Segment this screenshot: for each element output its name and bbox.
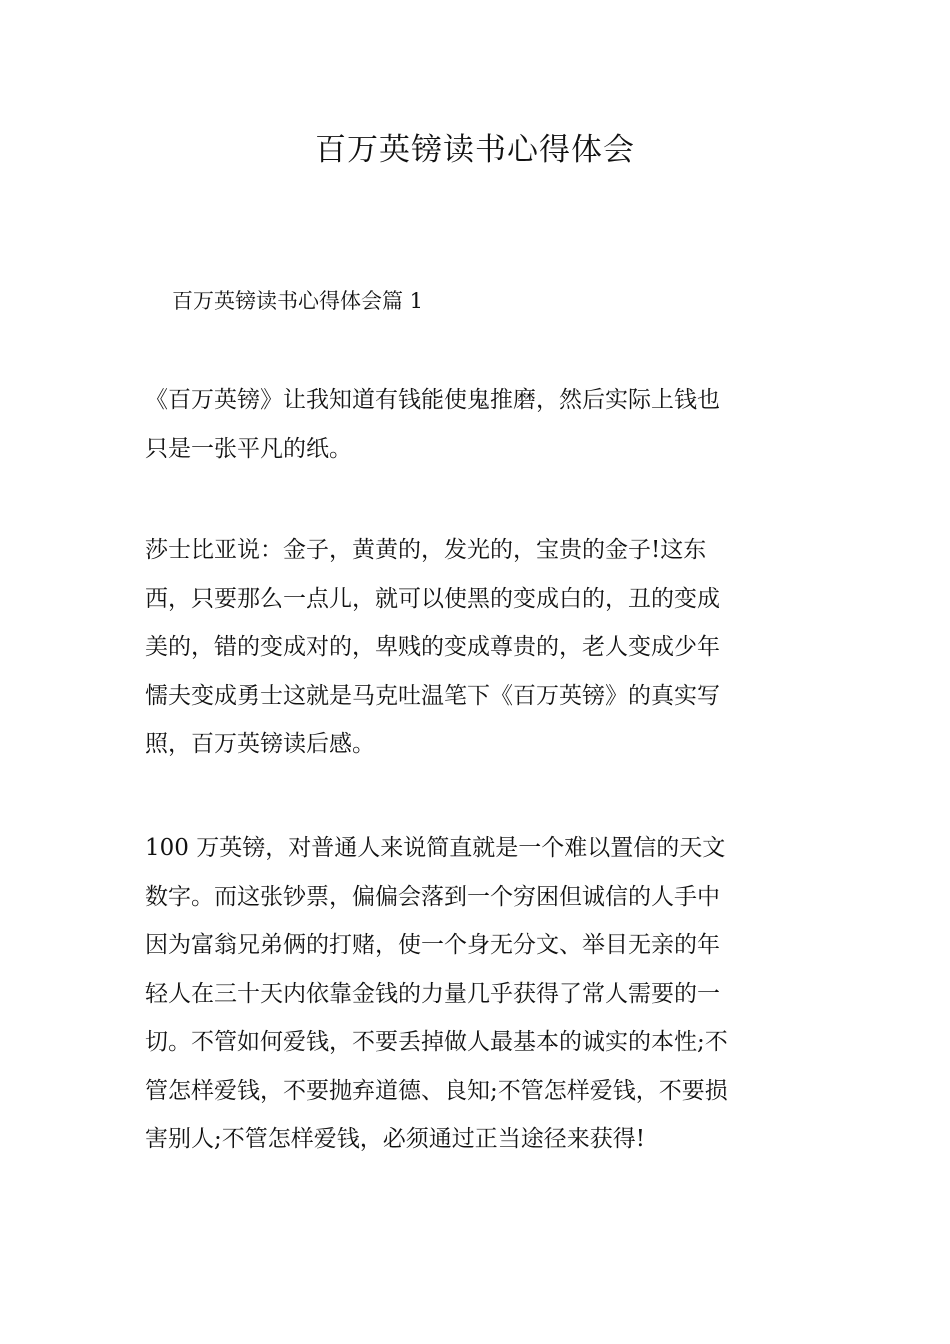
paragraph-line: 只是一张平凡的纸。 <box>145 435 352 462</box>
paragraph-line: 100 万英镑，对普通人来说简直就是一个难以置信的天文 <box>145 835 726 861</box>
paragraph-2 <box>145 526 805 769</box>
paragraph-line: 数字。而这张钞票，偏偏会落到一个穷困但诚信的人手中 <box>145 883 720 910</box>
paragraph-line: 因为富翁兄弟俩的打赌，使一个身无分文、举目无亲的年 <box>145 932 720 958</box>
paragraph-line: 懦夫变成勇士这就是马克吐温笔下《百万英镑》的真实写 <box>145 682 720 709</box>
paragraph-1 <box>145 376 805 473</box>
paragraph-line: 切。不管如何爱钱，不要丢掉做人最基本的诚实的本性;不 <box>145 1029 728 1055</box>
paragraph-line: 照，百万英镑读后感。 <box>145 731 375 757</box>
paragraph-line: 害别人;不管怎样爱钱，必须通过正当途径来获得! <box>145 1126 645 1152</box>
section-heading: 百万英镑读书心得体会篇 1 <box>172 289 424 313</box>
paragraph-3 <box>145 824 805 1164</box>
paragraph-line: 莎士比亚说：金子，黄黄的，发光的，宝贵的金子!这东 <box>145 537 707 563</box>
paragraph-line: 轻人在三十天内依靠金钱的力量几乎获得了常人需要的一 <box>145 980 720 1007</box>
document-title: 百万英镑读书心得体会 <box>315 132 635 168</box>
paragraph-line: 西，只要那么一点儿，就可以使黑的变成白的，丑的变成 <box>145 585 720 612</box>
paragraph-line: 《百万英镑》让我知道有钱能使鬼推磨，然后实际上钱也 <box>145 387 720 413</box>
paragraph-line: 管怎样爱钱，不要抛弃道德、良知;不管怎样爱钱，不要损 <box>145 1077 728 1104</box>
paragraph-line: 美的，错的变成对的，卑贱的变成尊贵的，老人变成少年 <box>145 634 720 660</box>
